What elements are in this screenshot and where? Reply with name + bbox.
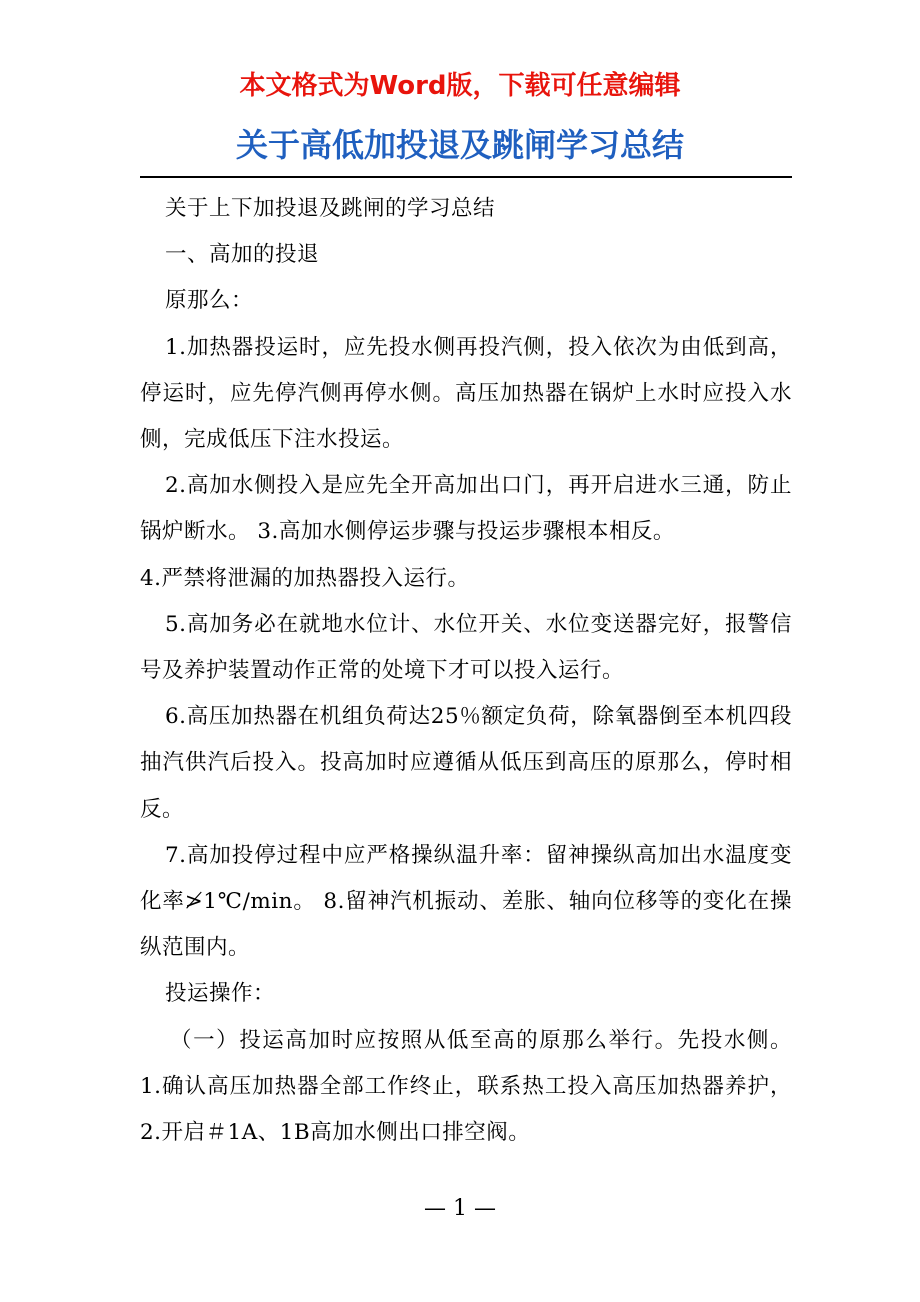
download-banner: 本文格式为Word版，下载可任意编辑 xyxy=(239,71,681,101)
paragraph-item-5: 5.高加务必在就地水位计、水位开关、水位变送器完好，报警信号及养护装置动作正常的处境下才可以投入运行。 xyxy=(140,611,792,684)
document-title: 关于高低加投退及跳闸学习总结 xyxy=(235,126,684,164)
paragraph-item-7-8: 7.高加投停过程中应严格操纵温升率：留神操纵高加出水温度变化率≯1℃/min。 8.留神汽机振动、差胀、轴向位移等的变化在操纵范围内。 xyxy=(140,842,792,961)
paragraph-subtitle: 关于上下加投退及跳闸的学习总结 xyxy=(165,196,496,221)
paragraph-principle: 原那么： xyxy=(165,288,254,314)
paragraph-item-6: 6.高压加热器在机组负荷达25％额定负荷，除氧器倒至本机四段抽汽供汽后投入。投高加时应遵循从低压到高压的原那么，停时相反。 xyxy=(140,704,792,822)
paragraph-item-1: 1.加热器投运时，应先投水侧再投汽侧，投入依次为由低到高，停运时，应先停汽侧再停水侧。高压加热器在锅炉上水时应投入水侧，完成低压下注水投运。 xyxy=(140,334,792,453)
section-heading: 一、高加的投退 xyxy=(165,242,320,268)
paragraph-item-2-3: 2.高加水侧投入是应先全开高加出口门，再开启进水三通，防止锅炉断水。 3.高加水侧停运步骤与投运步骤根本相反。 xyxy=(140,473,792,545)
title-divider xyxy=(140,176,792,178)
paragraph-operation-heading: 投运操作： xyxy=(165,981,276,1007)
page-number: — 1 — xyxy=(424,1196,496,1221)
paragraph-item-4: 4.严禁将泄漏的加热器投入运行。 xyxy=(140,565,470,591)
document-body xyxy=(140,186,792,1156)
paragraph-operation-1: （一）投运高加时应按照从低至高的原那么举行。先投水侧。 1.确认高压加热器全部工作终止，联系热工投入高压加热器养护， 2.开启＃1A、1B高加水侧出口排空阀。 xyxy=(140,1027,792,1146)
